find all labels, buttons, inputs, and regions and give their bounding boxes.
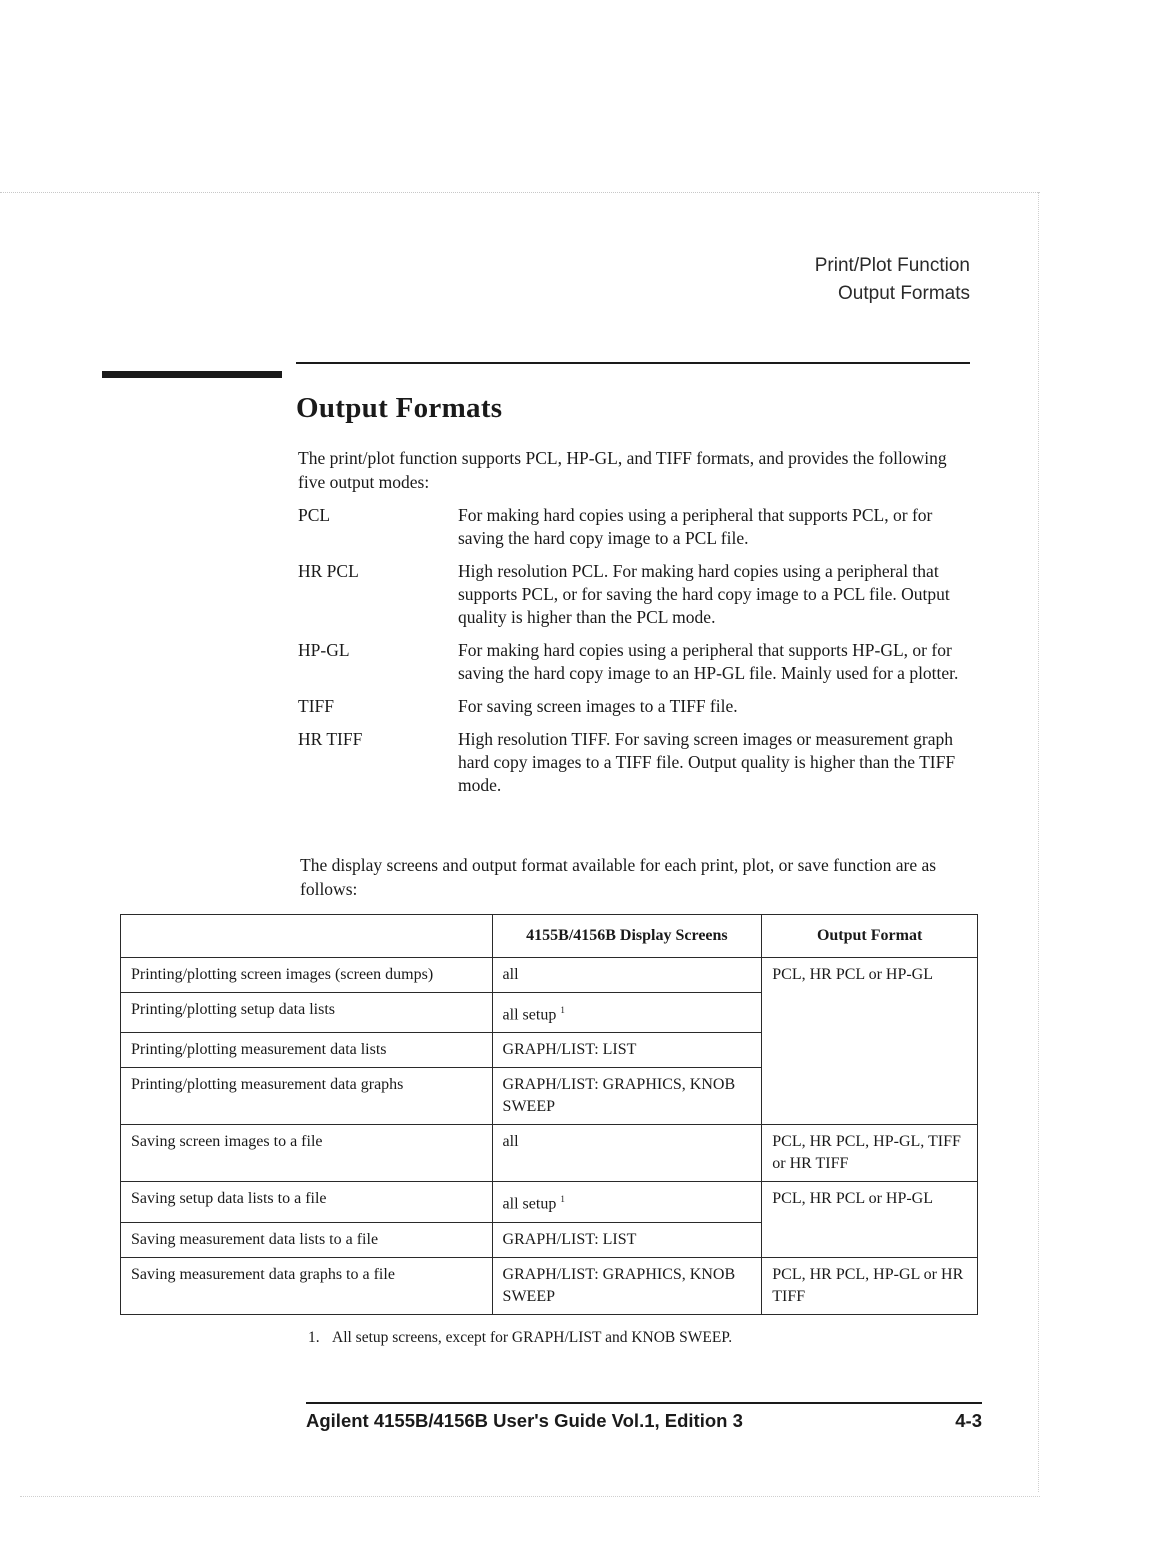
format-cell: PCL, HR PCL or HP-GL	[762, 1182, 978, 1257]
function-cell: Saving setup data lists to a file	[121, 1182, 493, 1222]
format-cell: PCL, HR PCL, HP-GL, TIFF or HR TIFF	[762, 1125, 978, 1182]
screens-cell	[492, 993, 762, 1033]
page-footer	[306, 1410, 982, 1432]
mode-term: HR PCL	[298, 561, 359, 581]
table-row	[121, 958, 978, 993]
function-cell: Printing/plotting screen images (screen dumps)	[121, 958, 493, 993]
table-header-screens: 4155B/4156B Display Screens	[492, 915, 762, 958]
screens-cell: all	[492, 1125, 762, 1182]
section-marker-bar	[102, 371, 282, 378]
mode-item-hr-tiff	[298, 728, 978, 797]
mode-item-pcl	[298, 504, 978, 550]
mode-term: HP-GL	[298, 640, 350, 660]
screens-cell: GRAPH/LIST: LIST	[492, 1033, 762, 1068]
format-cell: PCL, HR PCL or HP-GL	[762, 958, 978, 1125]
screens-cell: all	[492, 958, 762, 993]
footnote-ref: 1	[560, 1194, 565, 1205]
section-title: Output Formats	[296, 392, 503, 424]
running-head-chapter: Print/Plot Function	[814, 255, 970, 276]
output-mode-list	[298, 504, 978, 807]
output-format-table	[120, 914, 978, 1315]
mode-term: HR TIFF	[298, 729, 363, 749]
screens-cell: GRAPH/LIST: GRAPHICS, KNOB SWEEP	[492, 1257, 762, 1314]
function-cell: Saving measurement data graphs to a file	[121, 1257, 493, 1314]
mode-item-hr-pcl	[298, 560, 978, 629]
scan-border-bottom	[20, 1496, 1040, 1497]
scan-border-top	[0, 192, 1040, 193]
screens-cell: GRAPH/LIST: GRAPHICS, KNOB SWEEP	[492, 1068, 762, 1125]
table-intro-paragraph: The display screens and output format available for each print, plot, or save function are as follows:	[300, 855, 937, 899]
footnote-number: 1.	[308, 1329, 320, 1346]
footnote-text: All setup screens, except for GRAPH/LIST and KNOB SWEEP.	[332, 1329, 733, 1346]
table-row	[121, 1125, 978, 1182]
format-cell: PCL, HR PCL, HP-GL or HR TIFF	[762, 1257, 978, 1314]
function-cell: Printing/plotting measurement data lists	[121, 1033, 493, 1068]
footnote-ref: 1	[560, 1005, 565, 1015]
running-head-section: Output Formats	[838, 283, 970, 304]
screens-text: all setup	[502, 1006, 557, 1024]
footer-title: Agilent 4155B/4156B User's Guide Vol.1, Edition 3	[306, 1410, 743, 1431]
function-cell: Printing/plotting setup data lists	[121, 993, 493, 1033]
screens-cell: GRAPH/LIST: LIST	[492, 1222, 762, 1257]
page-number: 4-3	[955, 1410, 982, 1431]
screens-text: all setup	[502, 1195, 557, 1213]
table-header-row	[121, 915, 978, 958]
function-cell: Saving screen images to a file	[121, 1125, 493, 1182]
mode-item-tiff	[298, 695, 978, 718]
intro-paragraph: The print/plot function supports PCL, HP-GL, and TIFF formats, and provides the following five output modes:	[298, 448, 947, 492]
mode-description: For making hard copies using a peripheral that supports PCL, or for saving the hard copy image to a PCL file.	[458, 505, 933, 548]
scan-border-right	[1038, 192, 1039, 1492]
table-header-format: Output Format	[762, 915, 978, 958]
mode-description: High resolution TIFF. For saving screen images or measurement graph hard copy images to a TIFF file. Output quality is higher than the TIFF mode.	[458, 729, 956, 795]
table-header-function	[121, 915, 493, 958]
footer-rule	[306, 1402, 982, 1404]
function-cell: Saving measurement data lists to a file	[121, 1222, 493, 1257]
mode-term: PCL	[298, 505, 331, 525]
footnote	[308, 1327, 732, 1349]
mode-item-hp-gl	[298, 639, 978, 685]
table-row	[121, 1257, 978, 1314]
section-rule	[296, 362, 970, 364]
table-row	[121, 1182, 978, 1222]
mode-description: High resolution PCL. For making hard copies using a peripheral that supports PCL, or for saving the hard copy image to a PCL file. Output quality is higher than the PCL mode.	[458, 561, 950, 627]
function-cell: Printing/plotting measurement data graphs	[121, 1068, 493, 1125]
screens-cell	[492, 1182, 762, 1222]
running-head	[815, 252, 970, 308]
mode-description: For making hard copies using a peripheral that supports HP-GL, or for saving the hard copy image to an HP-GL file. Mainly used for a plotter.	[458, 640, 959, 683]
mode-description: For saving screen images to a TIFF file.	[458, 696, 738, 716]
mode-term: TIFF	[298, 696, 334, 716]
